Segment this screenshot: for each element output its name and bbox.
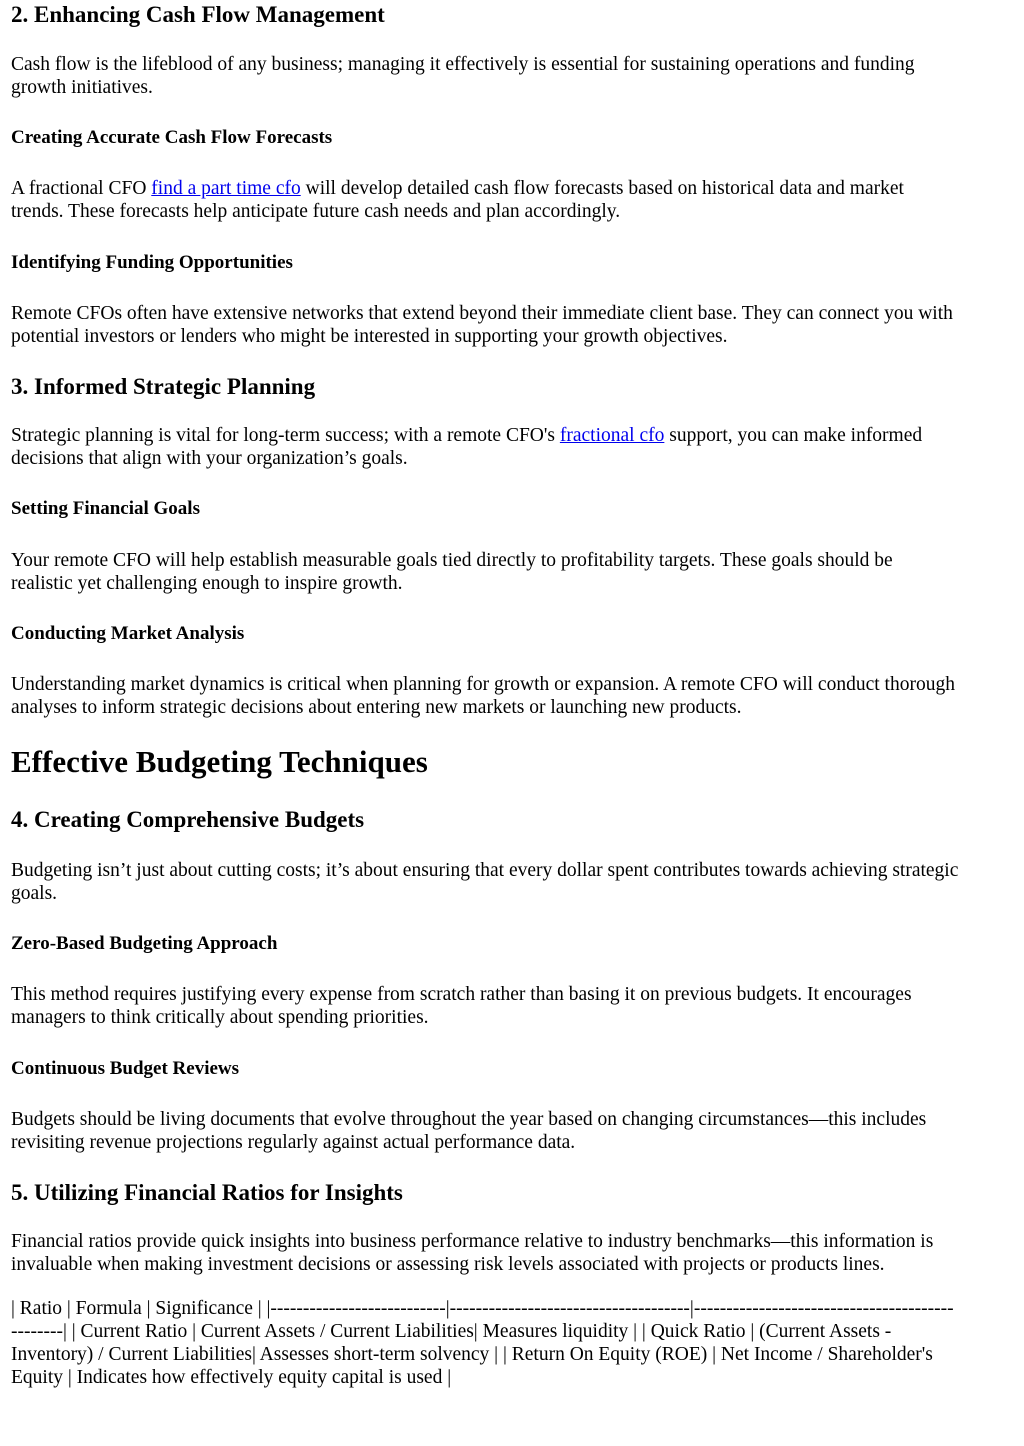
text-line: Budgeting isn’t just about cutting costs; it’s about ensuring that every dollar spent contributes towards achieving strategic: [11, 860, 959, 881]
heading-setting-financial-goals: Setting Financial Goals: [11, 498, 200, 519]
paragraph-market-analysis: [11, 673, 955, 719]
text-line: [11, 177, 904, 200]
heading-enhancing-cash-flow: 2. Enhancing Cash Flow Management: [11, 2, 385, 27]
heading-cash-flow-forecasts: Creating Accurate Cash Flow Forecasts: [11, 127, 333, 148]
heading-continuous-budget-reviews: Continuous Budget Reviews: [11, 1058, 240, 1079]
text-line: This method requires justifying every expense from scratch rather than basing it on previous budgets. It encourages: [11, 984, 912, 1005]
text-line: Inventory) / Current Liabilities| Assesses short-term solvency | | Return On Equity (ROE) | Net Income / Shareholder's: [11, 1344, 933, 1365]
text-line: Equity | Indicates how effectively equity capital is used |: [11, 1367, 452, 1388]
text-line: Understanding market dynamics is critical when planning for growth or expansion. A remote CFO will conduct thorough: [11, 674, 955, 695]
paragraph-zero-based-budgeting: [11, 983, 912, 1029]
heading-effective-budgeting: Effective Budgeting Techniques: [11, 744, 428, 779]
heading-zero-based-budgeting: Zero-Based Budgeting Approach: [11, 933, 278, 954]
text-line: --------| | Current Ratio | Current Assets / Current Liabilities| Measures liquidity | | Quick Ratio | (Current Assets -: [11, 1321, 892, 1342]
link-find-part-time-cfo[interactable]: find a part time cfo: [151, 178, 301, 199]
text-line: Budgets should be living documents that evolve throughout the year based on changing circumstances—this includes: [11, 1109, 927, 1130]
paragraph-cash-flow-forecasts: [11, 177, 904, 223]
financial-ratios-table-text: [11, 1297, 954, 1389]
text-line: Your remote CFO will help establish measurable goals tied directly to profitability targets. These goals should be: [11, 550, 893, 571]
text-line: invaluable when making investment decisions or assessing risk levels associated with projects or products lines.: [11, 1254, 885, 1275]
text-segment: support, you can make informed: [664, 425, 923, 446]
text-segment: will develop detailed cash flow forecasts based on historical data and market: [300, 178, 904, 199]
text-line: Financial ratios provide quick insights into business performance relative to industry benchmarks—this information is: [11, 1231, 934, 1252]
text-line: Cash flow is the lifeblood of any business; managing it effectively is essential for sustaining operations and funding: [11, 54, 915, 75]
text-line: [11, 424, 922, 447]
link-fractional-cfo[interactable]: fractional cfo: [559, 425, 665, 446]
text-segment: Strategic planning is vital for long-term success; with a remote CFO's: [11, 425, 560, 446]
text-line: potential investors or lenders who might be interested in supporting your growth objectives.: [11, 326, 728, 347]
heading-strategic-planning: 3. Informed Strategic Planning: [11, 374, 316, 399]
paragraph-continuous-budget-reviews: [11, 1108, 926, 1154]
text-segment: A fractional CFO: [11, 178, 152, 199]
heading-comprehensive-budgets: 4. Creating Comprehensive Budgets: [11, 807, 365, 832]
text-line: managers to think critically about spending priorities.: [11, 1007, 429, 1028]
text-line: analyses to inform strategic decisions about entering new markets or launching new products.: [11, 697, 742, 718]
paragraph-setting-financial-goals: [11, 549, 893, 595]
heading-market-analysis: Conducting Market Analysis: [11, 623, 245, 644]
heading-funding-opportunities: Identifying Funding Opportunities: [11, 252, 293, 273]
text-line: | Ratio | Formula | Significance | |---------------------------|-------------------------------------|----------------------------------------: [11, 1298, 954, 1319]
text-line: revisiting revenue projections regularly against actual performance data.: [11, 1132, 576, 1153]
paragraph-funding-opportunities: [11, 302, 953, 348]
text-line: trends. These forecasts help anticipate future cash needs and plan accordingly.: [11, 201, 621, 222]
heading-financial-ratios: 5. Utilizing Financial Ratios for Insights: [11, 1180, 403, 1205]
text-line: realistic yet challenging enough to inspire growth.: [11, 573, 403, 594]
paragraph-financial-ratios-intro: [11, 1230, 933, 1276]
text-line: growth initiatives.: [11, 77, 153, 98]
paragraph-strategic-planning: [11, 424, 922, 470]
text-line: goals.: [11, 883, 58, 904]
paragraph-budgets-intro: [11, 859, 958, 905]
paragraph-cash-flow-intro: [11, 53, 915, 99]
text-line: Remote CFOs often have extensive networks that extend beyond their immediate client base. They can connect you with: [11, 303, 953, 324]
text-line: decisions that align with your organization’s goals.: [11, 448, 408, 469]
